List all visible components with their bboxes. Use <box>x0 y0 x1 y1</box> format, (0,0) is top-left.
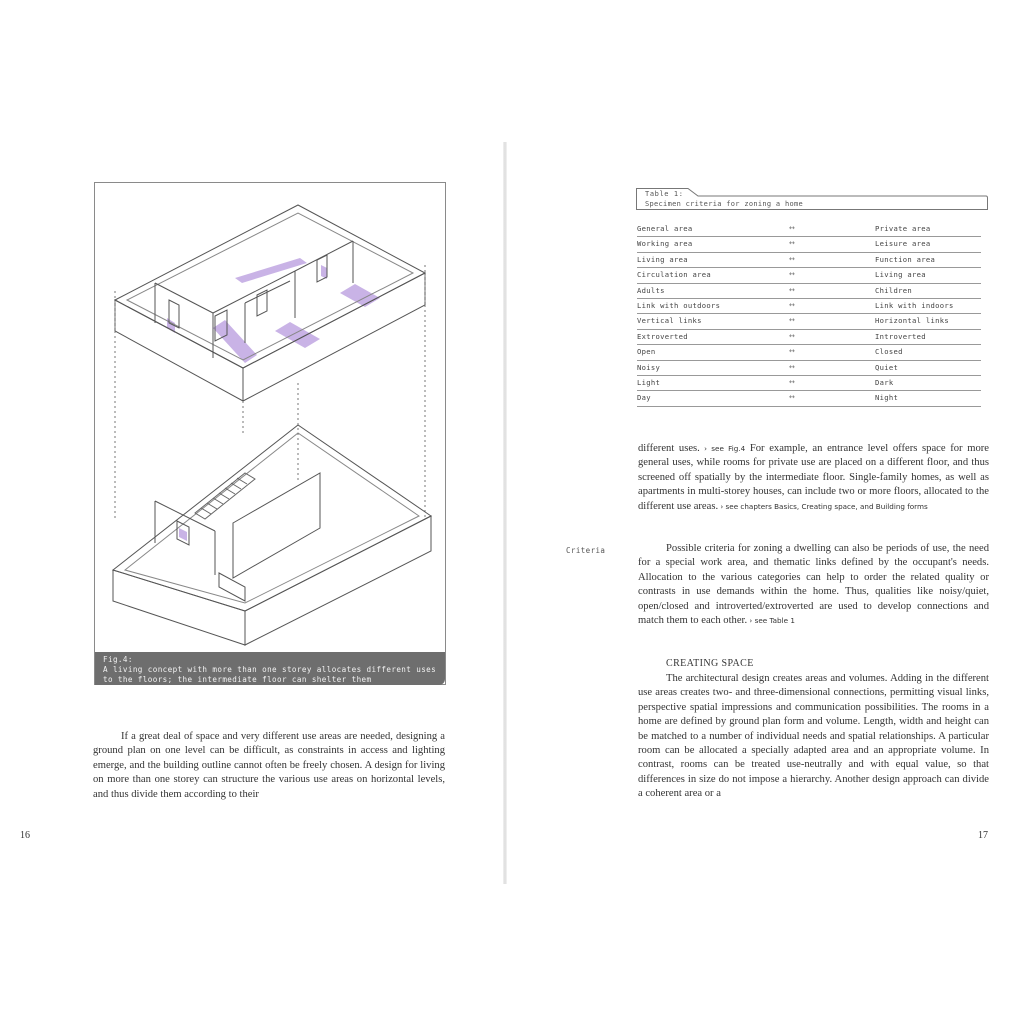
table-header <box>636 188 988 210</box>
table-row <box>637 284 981 299</box>
table-row <box>637 253 981 268</box>
double-arrow-icon: ↔ <box>789 270 796 279</box>
figure-isometric-illustration <box>94 182 446 685</box>
chapter-reference: › see chapters Basics, Creating space, and Building forms <box>718 501 928 511</box>
table-subtitle: Specimen criteria for zoning a home <box>645 200 804 208</box>
double-arrow-icon: ↔ <box>789 316 796 325</box>
table-cell-right: Function area <box>875 254 936 264</box>
table-cell-left: Adults <box>637 285 665 295</box>
table-cell-right: Quiet <box>875 362 899 372</box>
table-cell-right: Horizontal links <box>875 316 950 326</box>
double-arrow-icon: ↔ <box>789 331 796 340</box>
table-row <box>637 361 981 376</box>
table-cell-right: Closed <box>875 347 903 357</box>
double-arrow-icon: ↔ <box>789 224 796 232</box>
table-cell-left: Working area <box>637 239 693 249</box>
paragraph-text: Possible criteria for zoning a dwelling can also be periods of use, the need for a special work area, and thematic links defined by the occupant's needs. Allocation to the various categories can help to order the related quality or contrasts in use demands within the home. Thus, qualities like noisy/quiet, open/closed and introverted/extroverted are used to develop connections and match them to each other. <box>638 543 989 627</box>
double-arrow-icon: ↔ <box>789 254 796 263</box>
table-cell-right: Dark <box>875 377 894 387</box>
section-heading: CREATING SPACE <box>666 658 754 669</box>
table-reference: › see Table 1 <box>747 616 795 626</box>
right-paragraph-3: The architectural design creates areas and volumes. Adding in the different use areas creates two- and three-dimensional connections, permitting visual links, perspective spatial impressions and communication possibilities. The rooms in a home are defined by ground plan form and volume. Length, width and height can be matched to a number of individual needs and spatial relationships. A particular room can be allocated a specially adapted area and an appropriate volume. In contrast, rooms can be treated use-neutrally and with equal value, so that differences in size do not impose a hierarchy. Another design approach can divide a coherent area or a <box>638 673 989 800</box>
double-arrow-icon: ↔ <box>789 347 796 356</box>
table-cell-left: Noisy <box>637 362 661 372</box>
double-arrow-icon: ↔ <box>789 362 796 371</box>
table-title: Table 1: <box>645 190 684 198</box>
double-arrow-icon: ↔ <box>789 393 796 402</box>
table-row <box>637 330 981 345</box>
table-cell-left: Light <box>637 377 661 387</box>
table-row <box>637 268 981 283</box>
margin-label-criteria: Criteria <box>566 546 606 555</box>
table-cell-right: Living area <box>875 270 926 280</box>
table-cell-left: Link with outdoors <box>637 300 721 310</box>
book-gutter <box>503 142 507 884</box>
figure-caption-line: A living concept with more than one storey allocates different uses <box>103 665 437 674</box>
zoning-table <box>637 222 981 407</box>
double-arrow-icon: ↔ <box>789 285 796 294</box>
table-cell-right: Leisure area <box>875 239 931 249</box>
figure-caption-line: to the floors; the intermediate floor can shelter them <box>103 675 372 684</box>
table-cell-left: Day <box>637 393 651 403</box>
table-row <box>637 299 981 314</box>
table-cell-right: Link with indoors <box>875 300 954 310</box>
figure-caption-label: Fig.4: <box>103 655 133 664</box>
table-row <box>637 222 981 237</box>
right-paragraph-2 <box>638 542 989 628</box>
figure-reference: › see Fig.4 <box>699 444 746 453</box>
table-cell-right: Introverted <box>875 331 926 341</box>
right-paragraph-1 <box>638 442 989 514</box>
table-cell-left: General area <box>637 224 693 233</box>
paragraph-text: For example, an entrance level offers space for more general uses, while rooms for private use are placed on a different floor, and thus screened off spatially by the intermediate floor. Single-family homes, as well as apartments in multi-storey houses, can include two or more floors, allocated to the different use areas. <box>638 443 989 512</box>
figure-caption <box>95 652 445 685</box>
double-arrow-icon: ↔ <box>789 239 796 248</box>
table-cell-right: Private area <box>875 224 931 233</box>
isometric-drawing <box>95 183 447 686</box>
table-cell-left: Vertical links <box>637 316 702 326</box>
table-cell-left: Circulation area <box>637 270 712 280</box>
left-paragraph: If a great deal of space and very different use areas are needed, designing a ground plan on one level can be difficult, as constraints in access and lighting emerge, and the building outline cannot often be freely chosen. A design for living on more than one storey can structure the various use areas on horizontal levels, and thus divide them according to their <box>93 731 445 800</box>
table-cell-left: Extroverted <box>637 331 688 341</box>
table-row <box>637 314 981 329</box>
table-cell-left: Open <box>637 347 656 357</box>
double-arrow-icon: ↔ <box>789 377 796 386</box>
table-row <box>637 376 981 391</box>
table-row <box>637 391 981 406</box>
table-cell-left: Living area <box>637 254 688 264</box>
page-number-right: 17 <box>978 830 988 841</box>
page-number-left: 16 <box>20 830 30 841</box>
table-row <box>637 237 981 252</box>
table-cell-right: Night <box>875 393 899 403</box>
paragraph-text: different uses. <box>638 443 700 454</box>
table-row <box>637 345 981 360</box>
table-cell-right: Children <box>875 285 913 295</box>
double-arrow-icon: ↔ <box>789 300 796 309</box>
